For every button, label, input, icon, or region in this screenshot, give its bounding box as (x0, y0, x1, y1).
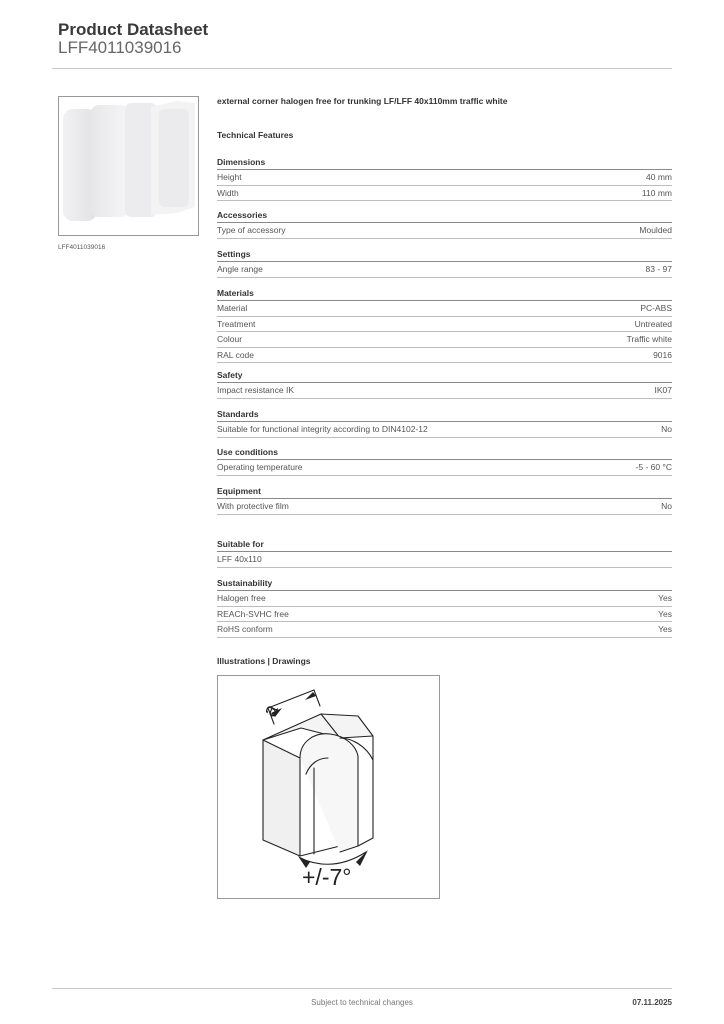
spec-value: Moulded (639, 225, 672, 235)
spec-value: Yes (658, 608, 672, 619)
section-sustainability (217, 576, 672, 638)
section-safety (217, 368, 672, 399)
product-description: external corner halogen free for trunking LF/LFF 40x110mm traffic white (217, 96, 508, 106)
spec-value: IK07 (654, 385, 672, 395)
section-use-conditions (217, 445, 672, 476)
spec-row (217, 301, 672, 317)
spec-label: LFF 40x110 (217, 554, 262, 564)
section-title: Safety (217, 368, 672, 383)
spec-label: Suitable for functional integrity according to DIN4102-12 (217, 424, 428, 434)
spec-row (217, 422, 672, 438)
spec-label: Height (217, 172, 242, 182)
spec-row (217, 460, 672, 476)
footer-date: 07.11.2025 (632, 998, 672, 1007)
spec-label: Width (217, 187, 239, 198)
section-title: Standards (217, 407, 672, 422)
spec-value: No (661, 501, 672, 511)
spec-row (217, 186, 672, 202)
section-title: Settings (217, 247, 672, 262)
spec-row (217, 622, 672, 638)
section-title: Suitable for (217, 537, 672, 552)
section-equipment (217, 484, 672, 515)
product-image-drawing (59, 97, 198, 235)
spec-label: Colour (217, 334, 243, 344)
spec-row (217, 552, 672, 568)
footer-note: Subject to technical changes (311, 998, 413, 1007)
section-standards (217, 407, 672, 438)
section-title: Equipment (217, 484, 672, 499)
spec-label: REACh-SVHC free (217, 608, 289, 619)
section-title: Use conditions (217, 445, 672, 460)
section-title: Materials (217, 286, 672, 301)
section-title: Dimensions (217, 155, 672, 170)
spec-label: Halogen free (217, 593, 266, 603)
spec-label: Type of accessory (217, 225, 286, 235)
section-title: Accessories (217, 208, 672, 223)
spec-row (217, 591, 672, 607)
spec-value: Untreated (634, 318, 672, 329)
section-materials (217, 286, 672, 363)
spec-label: With protective film (217, 501, 289, 511)
spec-row (217, 332, 672, 348)
image-caption: LFF4011039016 (58, 244, 106, 251)
spec-row (217, 223, 672, 239)
footer-divider (52, 988, 672, 989)
spec-value: 9016 (653, 349, 672, 360)
section-dimensions (217, 155, 672, 201)
spec-row (217, 499, 672, 515)
spec-value: 110 mm (641, 187, 672, 198)
spec-row (217, 607, 672, 623)
page-title: Product Datasheet (58, 20, 209, 39)
section-suitable-for (217, 537, 672, 568)
dimension-label: a (259, 701, 283, 721)
spec-row (217, 383, 672, 399)
spec-value: PC-ABS (640, 303, 672, 313)
spec-value: Yes (658, 624, 672, 634)
spec-label: Treatment (217, 318, 256, 329)
spec-row (217, 317, 672, 333)
technical-features-heading: Technical Features (217, 130, 294, 140)
spec-label: RoHS conform (217, 624, 273, 634)
product-code: LFF4011039016 (58, 38, 182, 57)
technical-drawing (217, 675, 440, 899)
product-image (58, 96, 199, 236)
spec-row (217, 170, 672, 186)
angle-label: +/-7° (302, 864, 352, 890)
spec-label: Angle range (217, 264, 263, 274)
illustrations-heading: Illustrations | Drawings (217, 656, 311, 666)
section-settings (217, 247, 672, 278)
spec-row (217, 262, 672, 278)
spec-label: Material (217, 303, 248, 313)
spec-value: No (661, 424, 672, 434)
section-title: Sustainability (217, 576, 672, 591)
spec-label: Impact resistance IK (217, 385, 295, 395)
header-divider (52, 68, 672, 69)
spec-value: Yes (658, 593, 672, 603)
spec-label: RAL code (217, 349, 255, 360)
spec-row (217, 348, 672, 364)
spec-value: -5 - 60 °C (635, 462, 672, 472)
spec-value: Traffic white (626, 334, 672, 344)
spec-value: 83 - 97 (645, 264, 672, 274)
spec-label: Operating temperature (217, 462, 303, 472)
spec-value: 40 mm (646, 172, 672, 182)
section-accessories (217, 208, 672, 239)
